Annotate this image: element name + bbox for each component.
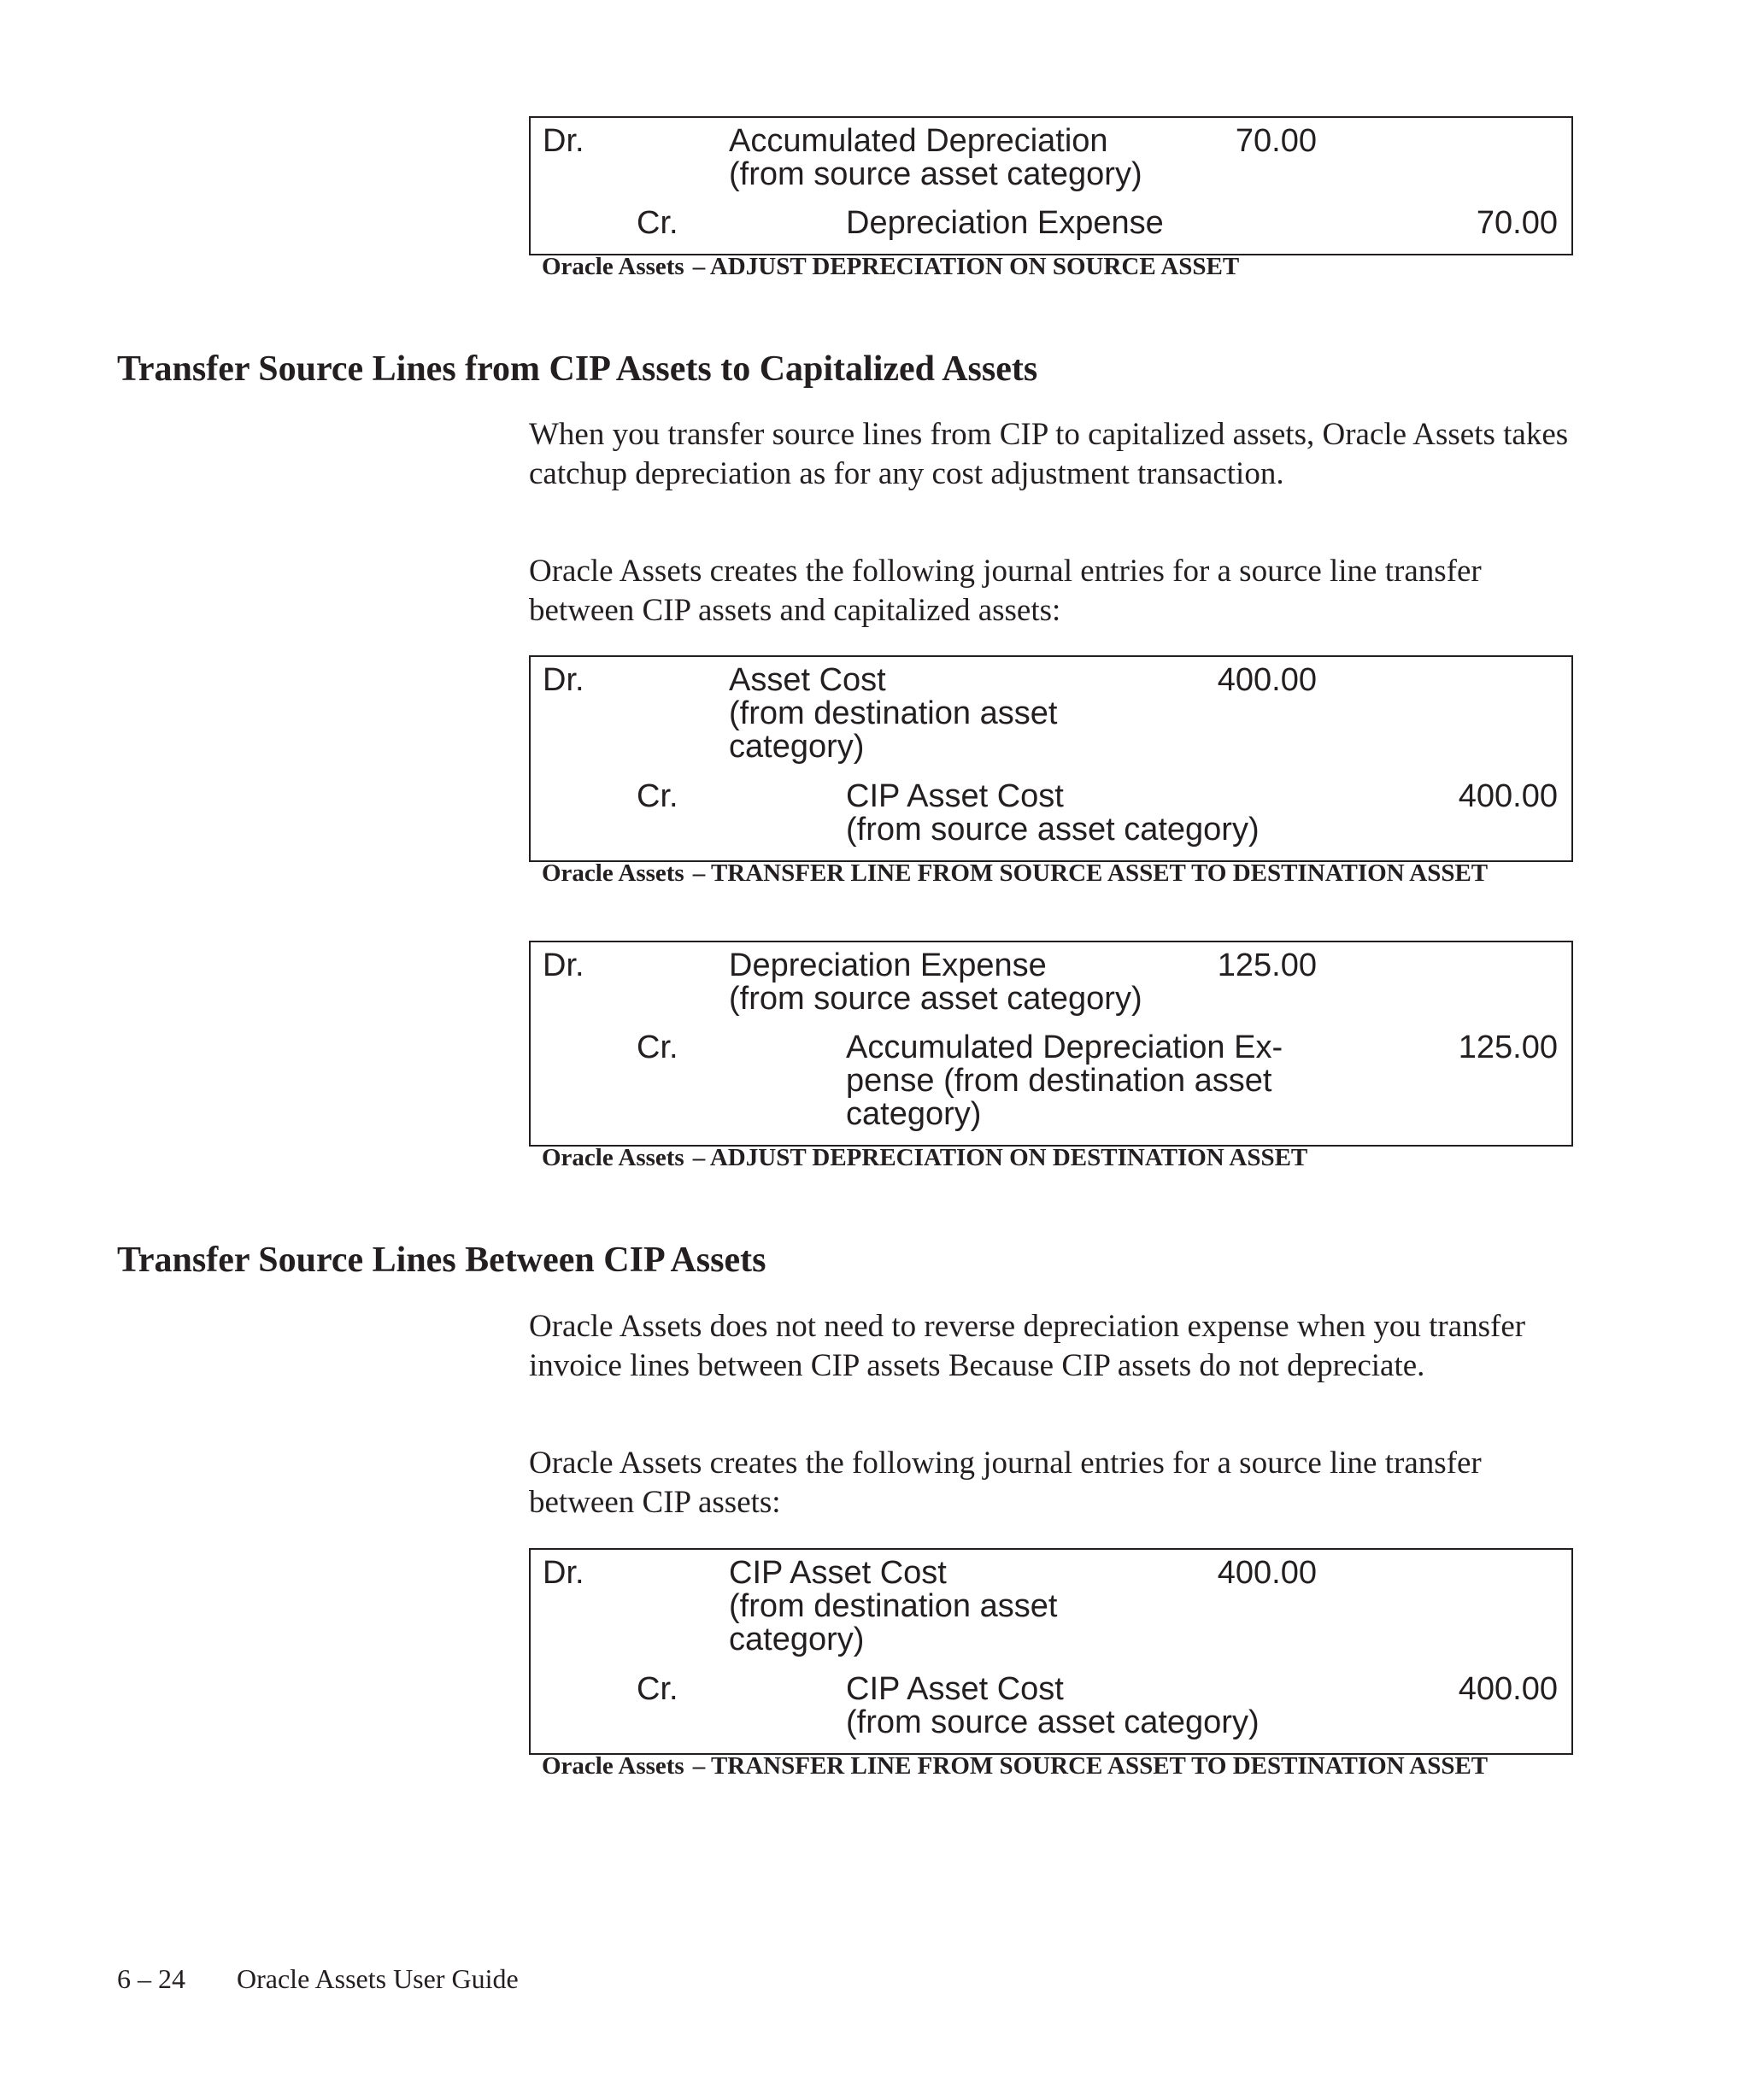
- debit-amount: 400.00: [1217, 662, 1317, 698]
- credit-account: [846, 207, 1164, 240]
- debit-label: Dr.: [543, 947, 584, 983]
- caption-source: Oracle Assets: [542, 1144, 684, 1171]
- account-line: Depreciation Expense: [729, 947, 1047, 983]
- account-line: category): [729, 729, 865, 765]
- credit-account: [846, 780, 1260, 847]
- account-line: Depreciation Expense: [846, 205, 1164, 241]
- account-line: (from source asset category): [729, 156, 1142, 192]
- account-line: Asset Cost: [729, 662, 886, 698]
- account-line: Accumulated Depreciation: [729, 123, 1108, 159]
- credit-amount: 400.00: [1458, 1671, 1558, 1707]
- account-line: category): [729, 1622, 865, 1657]
- caption-source: Oracle Assets: [542, 1752, 684, 1780]
- debit-amount: 70.00: [1235, 123, 1317, 159]
- account-line: CIP Asset Cost: [846, 1671, 1064, 1707]
- caption-text: – TRANSFER LINE FROM SOURCE ASSET TO DESTINATION ASSET: [692, 859, 1489, 887]
- journal-entry-table: [529, 1548, 1573, 1755]
- credit-account: [846, 1031, 1283, 1131]
- body-paragraph: When you transfer source lines from CIP to capitalized assets, Oracle Assets takes catchup depreciation as for any cost adjustment transaction.: [529, 417, 1569, 491]
- account-line: (from destination asset: [729, 1588, 1058, 1624]
- debit-label: Dr.: [543, 662, 584, 698]
- account-line: (from source asset category): [729, 981, 1142, 1017]
- table-caption: [542, 1145, 1576, 1171]
- credit-amount: 70.00: [1476, 205, 1558, 241]
- caption-source: Oracle Assets: [542, 253, 684, 280]
- credit-amount: 400.00: [1458, 778, 1558, 814]
- account-line: pense (from destination asset: [846, 1063, 1272, 1099]
- debit-amount: 400.00: [1217, 1555, 1317, 1591]
- caption-source: Oracle Assets: [542, 859, 684, 887]
- debit-label: Dr.: [543, 1555, 584, 1591]
- caption-text: – ADJUST DEPRECIATION ON DESTINATION ASSET: [692, 1144, 1308, 1171]
- credit-label: Cr.: [637, 778, 678, 814]
- table-caption: [542, 860, 1576, 887]
- caption-text: – TRANSFER LINE FROM SOURCE ASSET TO DESTINATION ASSET: [692, 1752, 1489, 1780]
- table-caption: [542, 1753, 1576, 1780]
- debit-amount: 125.00: [1217, 947, 1317, 983]
- body-paragraph: Oracle Assets creates the following journal entries for a source line transfer between CIP assets:: [529, 1446, 1482, 1520]
- credit-account: [846, 1673, 1260, 1739]
- section-heading: Transfer Source Lines from CIP Assets to Capitalized Assets: [117, 349, 1038, 389]
- debit-label: Dr.: [543, 123, 584, 159]
- account-line: CIP Asset Cost: [729, 1555, 947, 1591]
- table-caption: [542, 254, 1576, 280]
- page-number: 6 – 24: [117, 1963, 185, 1994]
- body-paragraph: Oracle Assets does not need to reverse depreciation expense when you transfer invoice lines between CIP assets Because CIP assets do not depreciate.: [529, 1309, 1526, 1383]
- account-line: (from destination asset: [729, 695, 1058, 731]
- journal-entry-table: [529, 941, 1573, 1147]
- account-line: (from source asset category): [846, 812, 1260, 848]
- page-footer: [117, 1963, 519, 1994]
- caption-text: – ADJUST DEPRECIATION ON SOURCE ASSET: [692, 253, 1240, 280]
- account-line: CIP Asset Cost: [846, 778, 1064, 814]
- debit-account: [729, 125, 1142, 191]
- debit-account: [729, 949, 1142, 1016]
- body-paragraph: Oracle Assets creates the following journal entries for a source line transfer between CIP assets and capitalized assets:: [529, 554, 1482, 628]
- credit-label: Cr.: [637, 1671, 678, 1707]
- book-title: Oracle Assets User Guide: [237, 1963, 519, 1994]
- debit-account: [729, 1557, 1057, 1657]
- journal-entry-table: [529, 116, 1573, 255]
- credit-amount: 125.00: [1458, 1029, 1558, 1065]
- credit-label: Cr.: [637, 205, 678, 241]
- section-heading: Transfer Source Lines Between CIP Assets: [117, 1241, 766, 1280]
- account-line: Accumulated Depreciation Ex-: [846, 1029, 1283, 1065]
- account-line: (from source asset category): [846, 1704, 1260, 1740]
- credit-label: Cr.: [637, 1029, 678, 1065]
- account-line: category): [846, 1096, 982, 1132]
- journal-entry-table: [529, 655, 1573, 862]
- debit-account: [729, 664, 1057, 764]
